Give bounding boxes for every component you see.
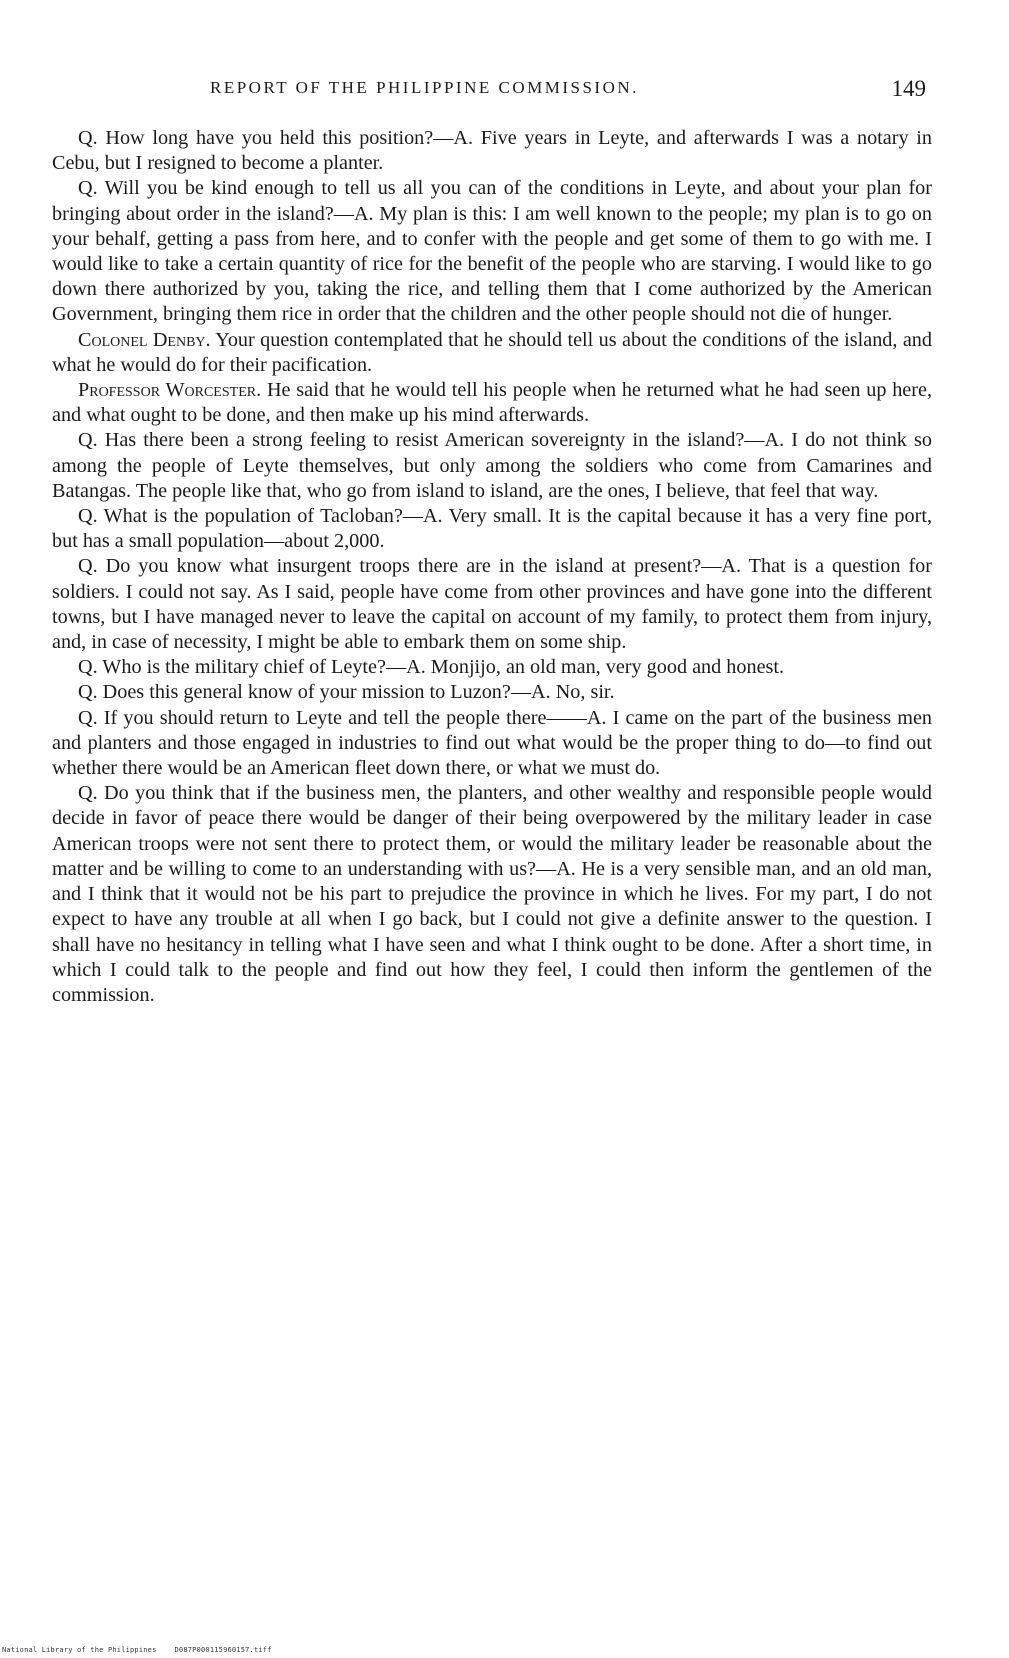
paragraph: Q. Do you know what insurgent troops there are in the island at present?—A. That is a question for soldiers. I could not say. As I said, people have come from other provinces and have gone into the different towns, but I have managed never to leave the capital on account of my family, to protect them from injury, and, in case of necessity, I might be able to embark them on some ship.: [52, 555, 932, 654]
speaker-name: Professor Worcester.: [78, 379, 262, 402]
scan-footer: [2, 1646, 272, 1654]
paragraph: Q. Do you think that if the business men, the planters, and other wealthy and responsible people would decide in favor of peace there would be danger of their being overpowered by the military leader in case American troops were not sent there to protect them, or would the military leader be reasonable about the matter and be willing to come to an understanding with us?—A. He is a very sensible man, and an old man, and I think that it would not be his part to prejudice the province in which he lives. For my part, I do not expect to have any trouble at all when I go back, but I could not give a definite answer to the question. I shall have no hesitancy in telling what I have seen and what I think ought to be done. After a short time, in which I could talk to the people and find out how they feel, I could then inform the gentlemen of the commission.: [52, 782, 932, 1006]
page-number: 149: [891, 76, 926, 101]
footer-library: National Library of the Philippines: [2, 1646, 157, 1654]
paragraph: Q. If you should return to Leyte and tell the people there——A. I came on the part of the business men and planters and those engaged in industries to find out what would be the proper thing to do—to find out whether there would be an American fleet down there, or what we must do.: [52, 706, 932, 780]
running-title: REPORT OF THE PHILIPPINE COMMISSION.: [210, 78, 639, 97]
paragraph: Q. Who is the military chief of Leyte?—A. Monjijo, an old man, very good and honest.: [78, 656, 785, 679]
paragraph: Q. Will you be kind enough to tell us all you can of the conditions in Leyte, and about your plan for bringing about order in the island?—A. My plan is this: I am well known to the people; my plan is to go on your behalf, getting a pass from here, and to confer with the people and get some of them to go with me. I would like to take a certain quantity of rice for the benefit of the people who are starving. I would like to go down there authorized by you, taking the rice, and telling them that I come authorized by the American Government, bringing them rice in order that the children and the other people should not die of hunger.: [52, 177, 932, 326]
paragraph: [52, 328, 932, 378]
paragraph-text: Your question contemplated that he should tell us about the conditions of the island, and what he would do for their pacification.: [52, 328, 932, 376]
paragraph: Q. Has there been a strong feeling to resist American sovereignty in the island?—A. I do not think so among the people of Leyte themselves, but only among the soldiers who come from Camarines and Batangas. The people like that, who go from island to island, are the ones, I believe, that feel that way.: [52, 429, 932, 502]
footer-file: D087P000115960157.tiff: [174, 1646, 272, 1654]
body-text: [52, 126, 932, 1008]
paragraph: Q. Does this general know of your mission to Luzon?—A. No, sir.: [78, 681, 615, 704]
paragraph: [52, 378, 932, 428]
paragraph: Q. How long have you held this position?—A. Five years in Leyte, and afterwards I was a notary in Cebu, but I resigned to become a planter.: [52, 127, 932, 175]
speaker-name: Colonel Denby.: [78, 328, 211, 351]
paragraph-text: He said that he would tell his people when he returned what he had seen up here, and what ought to be done, and then make up his mind afterwards.: [52, 379, 933, 427]
paragraph: Q. What is the population of Tacloban?—A. Very small. It is the capital because it has a very fine port, but has a small population—about 2,000.: [52, 505, 932, 553]
